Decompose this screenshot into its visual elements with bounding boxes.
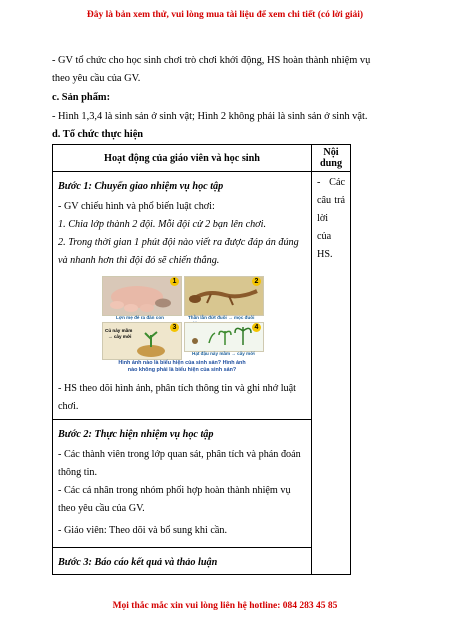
product-text: - Hình 1,3,4 là sinh sản ở sinh vật; Hình 2 không phải là sinh sản ở sinh vật. [52, 111, 368, 122]
step1-title: Bước 1: Chuyển giao nhiệm vụ học tập [58, 181, 224, 192]
step1-after-1: - HS theo dõi hình ảnh, phân tích thông tin và ghi nhớ luật [58, 383, 296, 394]
step1-after-2: chơi. [58, 401, 79, 412]
caption-2: Thằn lằn đứt đuôi → mọc đuôi [188, 315, 255, 320]
caption-1: Lợn mẹ đẻ ra đàn con [116, 315, 164, 320]
product-heading: c. Sản phẩm: [52, 92, 111, 103]
caption-3a: Củ nảy mầm [105, 328, 133, 333]
label-4: 4 [252, 323, 261, 332]
table-header-row [53, 145, 351, 172]
label-3: 3 [170, 323, 179, 332]
col-content-header: Nội dung [312, 145, 351, 172]
step2-title: Bước 2: Thực hiện nhiệm vụ học tập [58, 429, 214, 440]
step1-line-4: và nhanh hơn thì đội đó sẽ chiến thắng. [58, 255, 220, 266]
col-activities-header: Hoạt động của giáo viên và học sinh [53, 145, 312, 172]
preview-banner: Đây là bản xem thử, vui lòng mua tài liệu để xem chi tiết (có lời giải) [86, 10, 364, 20]
step2-line-5: - Giáo viên: Theo dõi và bổ sung khi cần. [58, 525, 228, 536]
caption-3b: → cây mới [108, 334, 132, 339]
step2-line-3: - Các cá nhân trong nhóm phối hợp hoàn thành nhiệm vụ [58, 485, 291, 496]
intro-line-2: theo yêu cầu của GV. [52, 73, 141, 84]
label-2: 2 [252, 277, 261, 286]
step2-line-2: thông tin. [58, 467, 98, 478]
step3-title: Bước 3: Báo cáo kết quả và thảo luận [58, 557, 218, 568]
content-line-2: của HS. [317, 231, 333, 260]
step1-cell [53, 172, 312, 420]
step3-cell [53, 548, 312, 575]
step2-line-4: theo yêu cầu của GV. [58, 503, 145, 514]
question-caption-2: nào không phải là biểu hiện của sinh sản? [127, 367, 237, 373]
table-row-step1 [53, 172, 351, 420]
step2-line-1: - Các thành viên trong lớp quan sát, phân tích và phán đoán [58, 449, 301, 460]
content-cell [312, 172, 351, 575]
table-row-step3 [53, 548, 351, 575]
reproduction-figure [102, 276, 262, 376]
activity-table [52, 144, 351, 575]
label-1: 1 [170, 277, 179, 286]
organization-heading: d. Tổ chức thực hiện [52, 129, 144, 140]
hotline-banner: Mọi thắc mắc xin vui lòng liên hệ hotline: 084 283 45 85 [112, 601, 338, 611]
step1-line-3: 2. Trong thời gian 1 phút đội nào viết ra được đáp án đúng [58, 237, 299, 248]
step1-line-2: 1. Chia lớp thành 2 đội. Mỗi đội cử 2 bạn lên chơi. [58, 219, 266, 230]
step2-cell [53, 420, 312, 548]
content-line-1: - Các câu trả lời [317, 177, 345, 224]
question-caption-1: Hình ảnh nào là biểu hiện của sinh sản? Hình ảnh [118, 360, 246, 366]
table-row-step2 [53, 420, 351, 548]
intro-line-1: - GV tổ chức cho học sinh chơi trò chơi khởi động, HS hoàn thành nhiệm vụ [52, 55, 371, 66]
step1-line-1: - GV chiếu hình và phổ biến luật chơi: [58, 201, 215, 212]
caption-4: Hạt đậu nảy mầm → cây mới [192, 351, 255, 356]
